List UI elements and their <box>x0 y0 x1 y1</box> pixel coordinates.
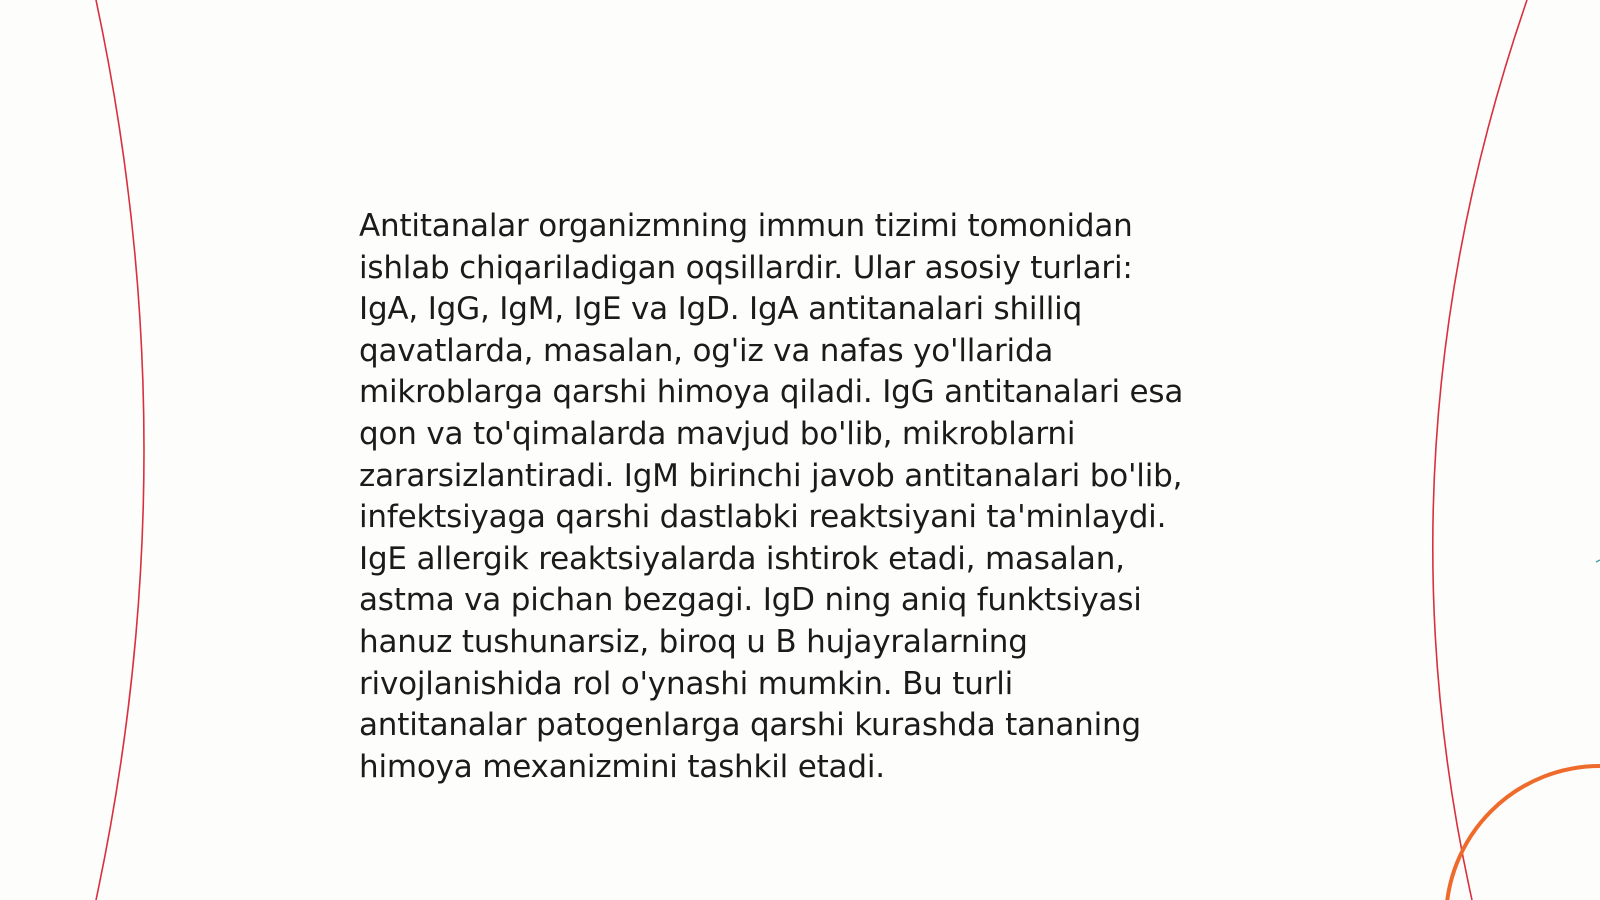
right-edge-tick <box>1596 560 1600 562</box>
paragraph-line: ishlab chiqariladigan oqsillardir. Ular asosiy turlari: <box>359 249 1133 286</box>
body-paragraph <box>359 206 1259 788</box>
paragraph-line: astma va pichan bezgagi. IgD ning aniq funktsiyasi <box>359 582 1142 619</box>
paragraph-line: zararsizlantiradi. IgM birinchi javob antitanalari bo'lib, <box>359 457 1183 494</box>
right-decor-curve <box>1433 0 1527 900</box>
paragraph-line: mikroblarga qarshi himoya qiladi. IgG antitanalari esa <box>359 374 1184 411</box>
paragraph-line: rivojlanishida rol o'ynashi mumkin. Bu turli <box>359 665 1014 702</box>
paragraph-line: qavatlarda, masalan, og'iz va nafas yo'llarida <box>359 332 1054 369</box>
paragraph-line: infektsiyaga qarshi dastlabki reaktsiyani ta'minlaydi. <box>359 499 1167 536</box>
paragraph-line: antitanalar patogenlarga qarshi kurashda tananing <box>359 707 1141 744</box>
paragraph-line: himoya mexanizmini tashkil etadi. <box>359 748 885 785</box>
paragraph-line: qon va to'qimalarda mavjud bo'lib, mikroblarni <box>359 415 1076 452</box>
paragraph-line: Antitanalar organizmning immun tizimi tomonidan <box>359 208 1133 244</box>
left-decor-curve <box>96 0 144 900</box>
paragraph-line: hanuz tushunarsiz, biroq u B hujayralarning <box>359 623 1028 660</box>
paragraph-line: IgA, IgG, IgM, IgE va IgD. IgA antitanalari shilliq <box>359 291 1083 328</box>
paragraph-line: IgE allergik reaktsiyalarda ishtirok etadi, masalan, <box>359 540 1125 577</box>
bottom-right-decor-arc <box>1446 766 1600 900</box>
